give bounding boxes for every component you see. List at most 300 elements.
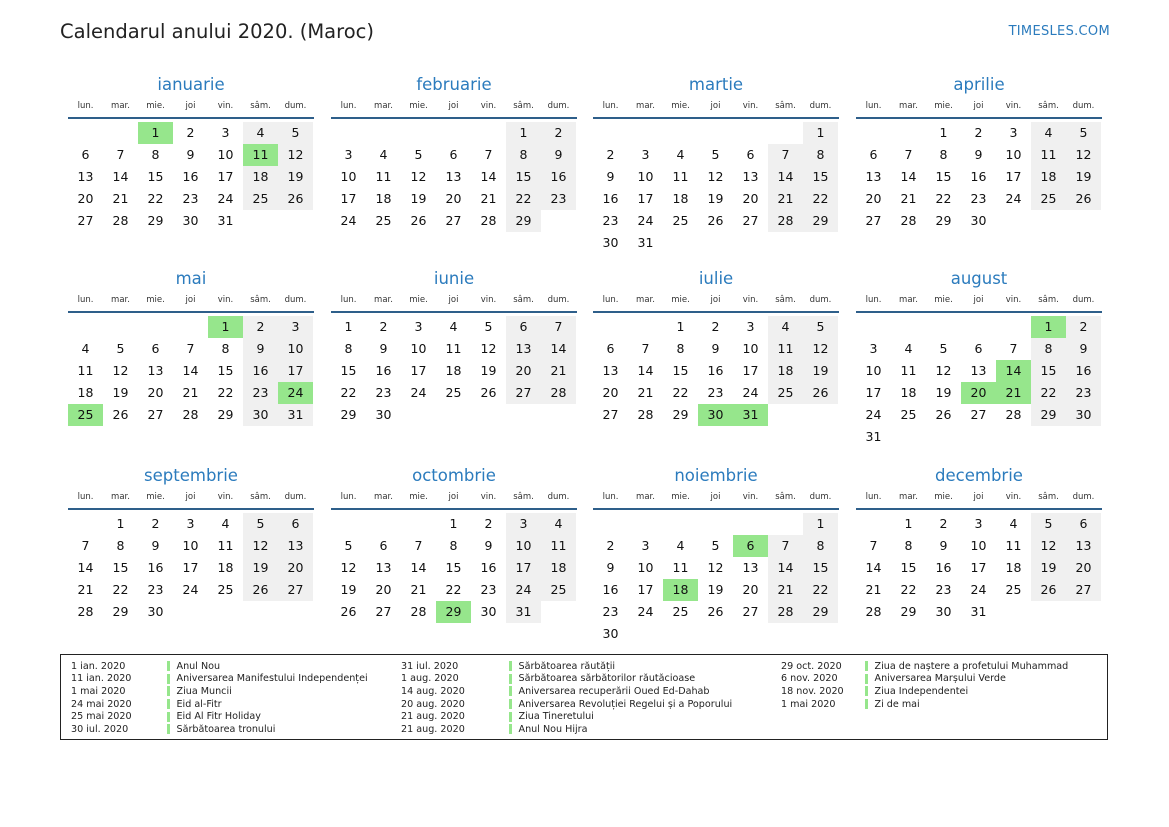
day-cell: 2 [974,125,983,140]
legend-row [71,673,368,686]
legend-color-marker [865,661,868,671]
day-cell: 4 [676,538,685,553]
day-cell: 10 [182,538,199,553]
empty-cell [593,316,628,338]
week-row [856,122,1102,144]
legend-holiday-name: Anul Nou Hijra [518,723,588,735]
day-cell: 5 [711,538,720,553]
day-cell: 26 [707,604,724,619]
weekday-label: joi [448,100,459,111]
holiday-legend [60,654,1108,740]
legend-row [401,660,732,673]
day-cell: 1 [1031,316,1066,338]
empty-cell [803,404,838,426]
day-cell: 4 [541,513,576,535]
day-cell: 30 [243,404,278,426]
weekday-label: vin. [1005,491,1022,502]
day-cell: 17 [637,191,654,206]
day-cell: 12 [243,535,278,557]
day-cell: 19 [278,166,313,188]
legend-column [71,660,368,736]
weekday-label: lun. [865,294,882,305]
day-cell: 6 [746,147,755,162]
week-row [856,579,1102,601]
day-cell: 16 [707,363,724,378]
legend-holiday-name: Zi de mai [874,698,920,710]
day-cell: 10 [970,538,987,553]
legend-date: 31 iul. 2020 [401,660,459,672]
week-row [856,316,1102,338]
legend-date: 6 nov. 2020 [781,673,838,685]
weekday-label: mar. [636,100,655,111]
day-cell: 31 [217,213,234,228]
week-row [593,513,839,535]
week-row [68,188,314,210]
weekday-label: joi [185,100,196,111]
day-cell: 19 [410,191,427,206]
day-cell: 4 [243,122,278,144]
day-cell: 7 [186,341,195,356]
weekday-label: sâm. [250,100,271,111]
day-cell: 21 [410,582,427,597]
month-septembrie [68,464,314,623]
day-cell: 22 [803,579,838,601]
day-cell: 15 [112,560,129,575]
legend-date: 24 mai 2020 [71,698,132,710]
week-row [593,535,839,557]
day-cell: 6 [81,147,90,162]
empty-cell [1066,601,1101,623]
day-cell: 30 [182,213,199,228]
legend-holiday-name: Eid Al Fitr Holiday [176,711,261,723]
page-title: Calendarul anului 2020. (Maroc) [60,20,374,43]
day-cell: 23 [541,188,576,210]
day-cell: 17 [182,560,199,575]
day-cell: 9 [186,147,195,162]
month-title: decembrie [935,466,1023,485]
weekday-label: joi [448,491,459,502]
weekday-label: lun. [77,294,94,305]
empty-cell [803,232,838,254]
day-cell: 1 [344,319,353,334]
day-cell: 5 [414,147,423,162]
day-cell: 25 [68,404,103,426]
day-cell: 23 [243,382,278,404]
day-cell: 25 [1031,188,1066,210]
day-cell: 19 [480,363,497,378]
day-cell: 17 [742,363,759,378]
day-cell: 30 [480,604,497,619]
day-cell: 26 [340,604,357,619]
weekday-label: joi [185,491,196,502]
empty-cell [1031,601,1066,623]
weekday-label: joi [973,100,984,111]
weekday-label: sâm. [1038,491,1059,502]
day-cell: 29 [803,601,838,623]
empty-cell [891,426,926,448]
day-cell: 16 [375,363,392,378]
day-cell: 4 [379,147,388,162]
day-cell: 3 [344,147,353,162]
day-cell: 12 [112,363,129,378]
empty-cell [663,623,698,645]
weekday-label: lun. [340,294,357,305]
weekday-label: mie. [146,294,165,305]
day-cell: 31 [278,404,313,426]
day-cell: 11 [217,538,234,553]
day-cell: 25 [672,213,689,228]
weekday-label: mar. [111,294,130,305]
day-cell: 9 [606,169,615,184]
weekday-label: vin. [217,491,234,502]
day-cell: 26 [278,188,313,210]
empty-cell [891,316,926,338]
weekday-label: dum. [284,100,307,111]
header-divider [68,311,314,313]
day-cell: 22 [445,582,462,597]
empty-cell [278,601,313,623]
day-cell: 27 [1066,579,1101,601]
day-cell: 8 [449,538,458,553]
day-cell: 10 [1005,147,1022,162]
day-cell: 1 [676,319,685,334]
day-cell: 1 [506,122,541,144]
day-cell: 1 [803,122,838,144]
day-cell: 9 [484,538,493,553]
empty-cell [663,232,698,254]
day-cell: 1 [449,516,458,531]
month-title: august [950,269,1008,288]
month-title: ianuarie [157,75,225,94]
weekday-label: sâm. [250,491,271,502]
day-cell: 13 [742,560,759,575]
day-cell: 3 [641,538,650,553]
day-cell: 20 [742,191,759,206]
day-cell: 29 [217,407,234,422]
day-cell: 3 [186,516,195,531]
weekday-label: mie. [409,294,428,305]
empty-cell [173,601,208,623]
day-cell: 28 [410,604,427,619]
legend-row [71,698,368,711]
empty-cell [663,513,698,535]
week-row [856,513,1102,535]
empty-cell [331,122,366,144]
day-cell: 10 [742,341,759,356]
weekday-label: dum. [1072,294,1095,305]
day-cell: 22 [935,191,952,206]
month-martie [593,73,839,254]
day-cell: 6 [974,341,983,356]
week-row [331,404,577,426]
empty-cell [1066,426,1101,448]
legend-date: 18 nov. 2020 [781,685,844,697]
weekday-label: mie. [671,294,690,305]
day-cell: 5 [1066,122,1101,144]
legend-row [781,685,1068,698]
day-cell: 2 [1066,316,1101,338]
day-cell: 2 [379,319,388,334]
legend-row [71,723,368,736]
week-row [68,382,314,404]
legend-color-marker [509,674,512,684]
day-cell: 17 [410,363,427,378]
weekday-label: vin. [1005,294,1022,305]
legend-date: 21 aug. 2020 [401,711,465,723]
day-cell: 25 [900,407,917,422]
empty-cell [68,316,103,338]
day-cell: 13 [375,560,392,575]
day-cell: 26 [480,385,497,400]
day-cell: 16 [602,582,619,597]
day-cell: 30 [602,235,619,250]
week-row [331,535,577,557]
empty-cell [961,316,996,338]
day-cell: 28 [480,213,497,228]
day-cell: 30 [375,407,392,422]
empty-cell [436,122,471,144]
legend-color-marker [509,724,512,734]
weekday-label: dum. [1072,100,1095,111]
day-cell: 21 [996,382,1031,404]
day-cell: 8 [676,341,685,356]
day-cell: 18 [243,166,278,188]
day-cell: 4 [676,147,685,162]
legend-row [781,698,1068,711]
header-divider [331,311,577,313]
day-cell: 28 [182,407,199,422]
week-row [331,338,577,360]
empty-cell [68,122,103,144]
empty-cell [803,623,838,645]
weekday-label: vin. [1005,100,1022,111]
day-cell: 18 [663,579,698,601]
day-cell: 15 [340,363,357,378]
day-cell: 7 [869,538,878,553]
day-cell: 12 [480,341,497,356]
week-row [68,338,314,360]
day-cell: 7 [81,538,90,553]
legend-row [401,685,732,698]
day-cell: 1 [904,516,913,531]
day-cell: 8 [1031,338,1066,360]
day-cell: 20 [1066,557,1101,579]
day-cell: 15 [900,560,917,575]
empty-cell [768,513,803,535]
weekday-label: joi [973,491,984,502]
legend-date: 1 mai 2020 [71,685,126,697]
day-cell: 1 [116,516,125,531]
day-cell: 3 [506,513,541,535]
empty-cell [996,316,1031,338]
day-cell: 15 [935,169,952,184]
week-row [68,513,314,535]
week-row [856,166,1102,188]
day-cell: 1 [208,316,243,338]
weekday-label: lun. [77,100,94,111]
empty-cell [103,122,138,144]
legend-color-marker [509,661,512,671]
weekday-label: lun. [340,100,357,111]
weekday-label: mar. [374,491,393,502]
day-cell: 22 [900,582,917,597]
header-divider [68,508,314,510]
day-cell: 5 [1031,513,1066,535]
day-cell: 24 [742,385,759,400]
day-cell: 25 [541,579,576,601]
day-cell: 24 [637,213,654,228]
legend-date: 30 iul. 2020 [71,723,129,735]
day-cell: 12 [803,338,838,360]
empty-cell [733,232,768,254]
day-cell: 21 [768,188,803,210]
week-row [593,404,839,426]
legend-date: 1 mai 2020 [781,698,836,710]
weekday-label: vin. [480,491,497,502]
day-cell: 10 [410,341,427,356]
weekday-label: lun. [602,294,619,305]
day-cell: 14 [112,169,129,184]
day-cell: 1 [939,125,948,140]
empty-cell [926,426,961,448]
day-cell: 7 [541,316,576,338]
day-cell: 18 [541,557,576,579]
week-row [593,210,839,232]
weekday-label: mie. [671,100,690,111]
week-row [593,316,839,338]
header-divider [593,508,839,510]
day-cell: 27 [278,579,313,601]
day-cell: 18 [77,385,94,400]
legend-holiday-name: Ziua Tineretului [518,711,594,723]
day-cell: 12 [410,169,427,184]
day-cell: 13 [742,169,759,184]
weekday-label: dum. [547,491,570,502]
day-cell: 17 [637,582,654,597]
day-cell: 5 [484,319,493,334]
week-row [593,360,839,382]
day-cell: 13 [445,169,462,184]
day-cell: 26 [112,407,129,422]
weekday-label: sâm. [513,491,534,502]
legend-date: 1 aug. 2020 [401,673,459,685]
day-cell: 23 [602,604,619,619]
month-title: iulie [698,269,734,288]
day-cell: 13 [865,169,882,184]
day-cell: 18 [1005,560,1022,575]
day-cell: 18 [375,191,392,206]
day-cell: 5 [711,147,720,162]
day-cell: 23 [970,191,987,206]
day-cell: 19 [707,582,724,597]
day-cell: 21 [182,385,199,400]
day-cell: 9 [379,341,388,356]
day-cell: 12 [707,560,724,575]
day-cell: 14 [768,557,803,579]
day-cell: 2 [186,125,195,140]
day-cell: 22 [803,188,838,210]
day-cell: 22 [340,385,357,400]
day-cell: 21 [77,582,94,597]
day-cell: 7 [904,147,913,162]
day-cell: 26 [935,407,952,422]
weekday-label: mar. [374,100,393,111]
month-octombrie [331,464,577,623]
day-cell: 7 [1009,341,1018,356]
month-title: februarie [416,75,492,94]
day-cell: 17 [1005,169,1022,184]
empty-cell [733,623,768,645]
day-cell: 24 [506,579,541,601]
legend-row [401,673,732,686]
day-cell: 1 [138,122,173,144]
day-cell: 23 [935,582,952,597]
day-cell: 14 [865,560,882,575]
day-cell: 18 [1031,166,1066,188]
day-cell: 25 [445,385,462,400]
day-cell: 14 [541,338,576,360]
day-cell: 8 [506,144,541,166]
day-cell: 18 [672,191,689,206]
day-cell: 28 [1005,407,1022,422]
month-title: octombrie [412,466,496,485]
empty-cell [541,210,576,232]
week-row [68,144,314,166]
day-cell: 8 [803,535,838,557]
week-row [856,144,1102,166]
empty-cell [401,404,436,426]
day-cell: 31 [970,604,987,619]
day-cell: 21 [541,360,576,382]
weekday-label: mie. [146,491,165,502]
day-cell: 11 [541,535,576,557]
legend-color-marker [167,674,170,684]
day-cell: 12 [935,363,952,378]
day-cell: 8 [803,144,838,166]
day-cell: 2 [711,319,720,334]
day-cell: 26 [410,213,427,228]
day-cell: 16 [541,166,576,188]
day-cell: 19 [935,385,952,400]
week-row [331,579,577,601]
brand-link[interactable]: TIMESLES.COM [1008,24,1110,39]
day-cell: 21 [900,191,917,206]
day-cell: 13 [602,363,619,378]
day-cell: 23 [182,191,199,206]
empty-cell [366,122,401,144]
week-row [856,557,1102,579]
day-cell: 2 [606,147,615,162]
weekday-label: mie. [671,491,690,502]
empty-cell [628,122,663,144]
day-cell: 13 [506,338,541,360]
day-cell: 8 [116,538,125,553]
day-cell: 6 [449,147,458,162]
day-cell: 21 [480,191,497,206]
legend-color-marker [865,674,868,684]
header-divider [68,117,314,119]
empty-cell [506,404,541,426]
day-cell: 13 [1066,535,1101,557]
week-row [593,122,839,144]
weekday-label: sâm. [1038,100,1059,111]
empty-cell [698,623,733,645]
day-cell: 4 [768,316,803,338]
legend-column [781,660,1068,710]
day-cell: 9 [939,538,948,553]
day-cell: 29 [1031,404,1066,426]
day-cell: 13 [147,363,164,378]
